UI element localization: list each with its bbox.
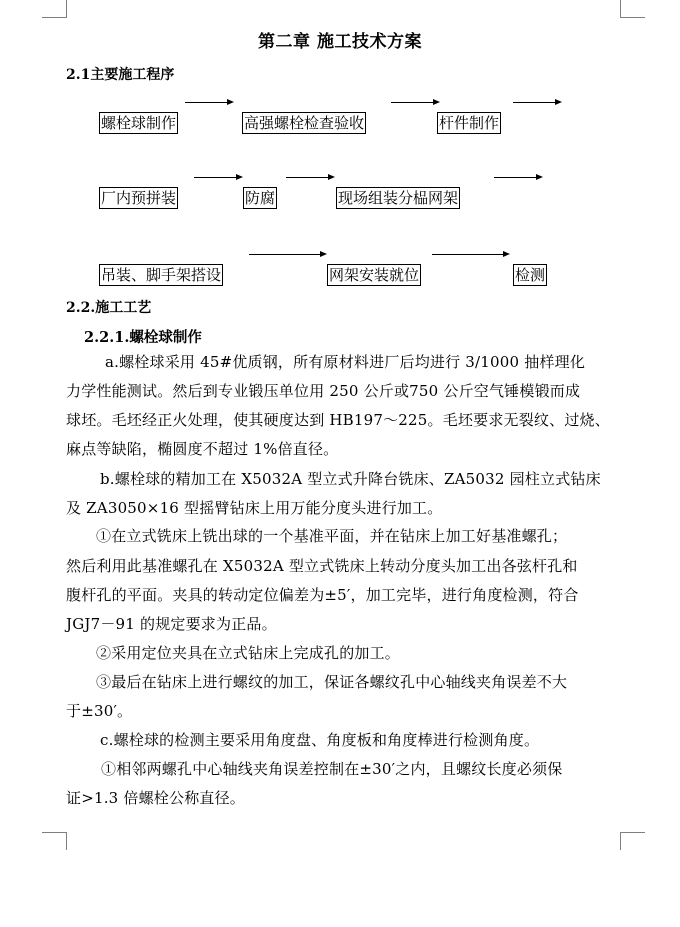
flow-arrow (286, 177, 329, 178)
body-line: 然后利用此基准螺孔在 X5032A 型立式铣床上转动分度头加工出各弦杆孔和 (66, 557, 578, 575)
section-heading-2-2-1: 2.2.1.螺栓球制作 (84, 329, 202, 346)
section-heading-2-2: 2.2.施工工艺 (66, 300, 152, 316)
flow-box-bolt-ball: 螺栓球制作 (101, 114, 177, 132)
body-line: ③最后在钻床上进行螺纹的加工，保证各螺纹孔中心轴线夹角误差不大 (96, 673, 568, 691)
body-line: 证>1.3 倍螺栓公称直径。 (66, 789, 245, 807)
flow-box-hoisting-scaffold: 吊装、脚手架搭设 (101, 266, 222, 284)
crop-mark-bottom-left-h (42, 832, 67, 833)
flow-box-grid-installation: 网架安装就位 (329, 266, 420, 284)
body-line: b.螺栓球的精加工在 X5032A 型立式升降台铣床、ZA5032 园柱立式钻床 (100, 470, 601, 488)
body-line: 腹杆孔的平面。夹具的转动定位偏差为±5′，加工完毕，进行角度检测，符合 (66, 586, 579, 604)
flow-arrow (185, 102, 228, 103)
body-line: ②采用定位夹具在立式钻床上完成孔的加工。 (96, 644, 401, 662)
body-line: c.螺栓球的检测主要采用角度盘、角度板和角度棒进行检测角度。 (100, 731, 540, 749)
crop-mark-top-right-h (620, 17, 645, 18)
body-line: 力学性能测试。然后到专业锻压单位用 250 公斤或750 公斤空气锤模锻而成 (66, 382, 581, 400)
body-line: a.螺栓球采用 45#优质钢，所有原材料进厂后均进行 3/1000 抽样理化 (105, 353, 586, 371)
crop-mark-bottom-right-h (620, 832, 645, 833)
flow-box-hs-bolt-check: 高强螺栓检查验收 (244, 114, 365, 132)
crop-mark-top-left-h (42, 17, 67, 18)
flow-box-inspection: 检测 (515, 266, 546, 284)
body-line: ①相邻两螺孔中心轴线夹角误差控制在±30′之内，且螺纹长度必须保 (101, 760, 563, 778)
body-line: JGJ7－91 的规定要求为正品。 (66, 615, 277, 633)
flow-arrow (194, 177, 237, 178)
body-line: 麻点等缺陷，椭圆度不超过 1%倍直径。 (66, 440, 339, 458)
section-heading-2-1: 2.1主要施工程序 (66, 67, 175, 83)
flow-arrow (432, 254, 504, 255)
flow-arrow (249, 254, 321, 255)
flow-box-factory-preassembly: 厂内预拼装 (101, 189, 177, 207)
body-line: 及 ZA3050×16 型摇臂钻床上用万能分度头进行加工。 (66, 499, 443, 517)
crop-mark-bottom-left (66, 832, 67, 850)
body-line: 球坯。毛坯经正火处理，使其硬度达到 HB197～225。毛坯要求无裂纹、过烧、 (66, 411, 610, 429)
flow-box-member-fabrication: 杆件制作 (439, 114, 500, 132)
flow-arrow (513, 102, 556, 103)
flow-arrow (494, 177, 537, 178)
flow-box-anticorrosion: 防腐 (245, 189, 276, 207)
crop-mark-top-left (66, 0, 67, 17)
body-line: ①在立式铣床上铣出球的一个基准平面，并在钻床上加工好基准螺孔； (96, 527, 568, 545)
flow-box-site-assembly: 现场组装分榀网架 (338, 189, 459, 207)
flow-arrow (391, 102, 434, 103)
body-line: 于±30′。 (66, 702, 133, 720)
chapter-title: 第二章 施工技术方案 (258, 32, 422, 52)
crop-mark-top-right (620, 0, 621, 17)
crop-mark-bottom-right (620, 832, 621, 850)
